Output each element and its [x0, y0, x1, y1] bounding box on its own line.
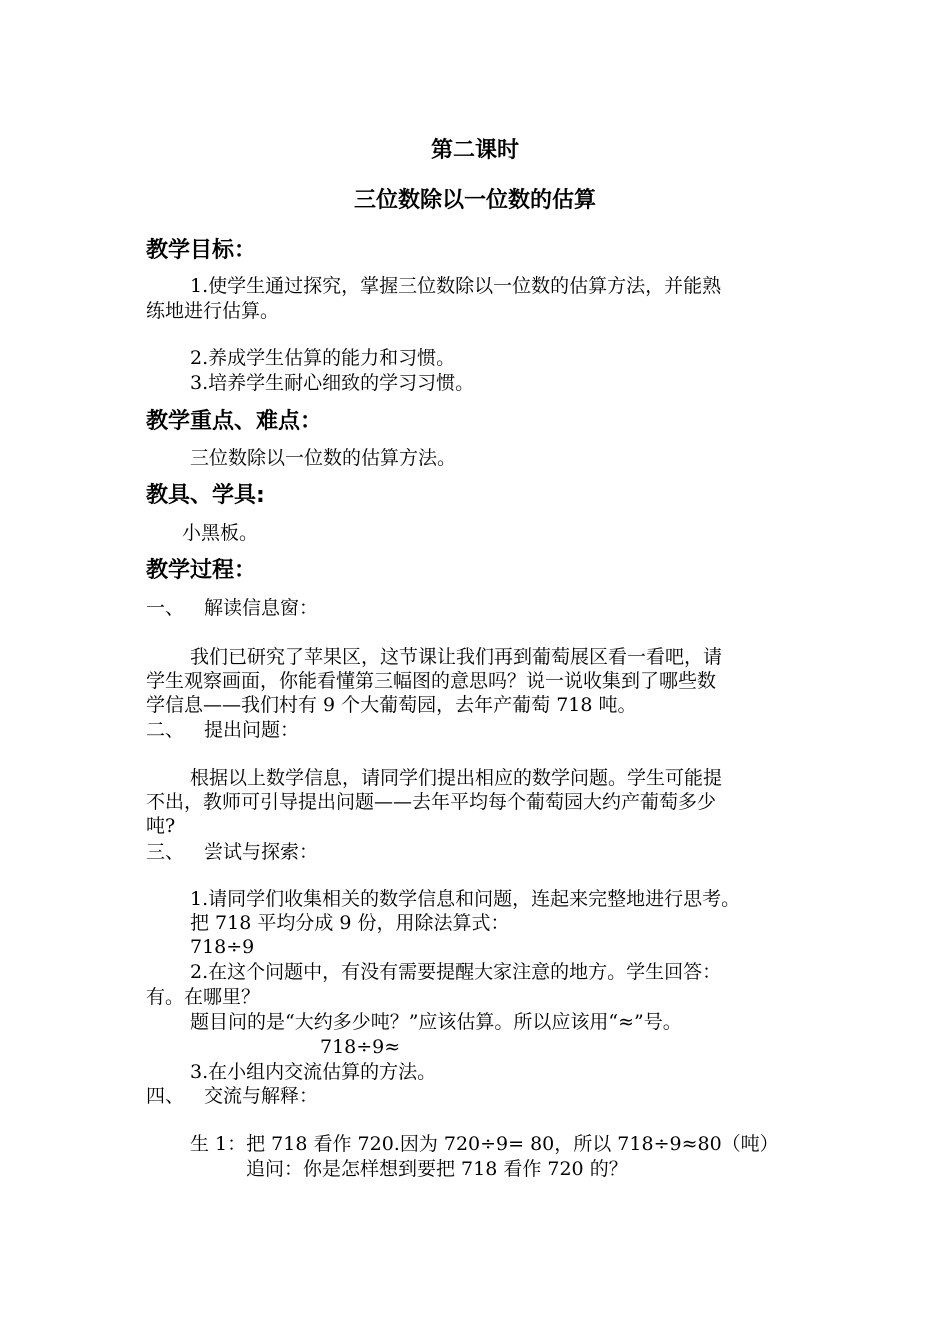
objective-1-line-2: 练地进行估算。 — [146, 300, 280, 322]
section-3-line-4: 2.在这个问题中，有没有需要提醒大家注意的地方。学生回答： — [190, 961, 722, 983]
section-3-line-6: 题目问的是“大约多少吨？”应该估算。所以应该用“≈”号。 — [190, 1011, 682, 1033]
section-4-line-2: 追问：你是怎样想到要把 718 看作 720 的？ — [246, 1158, 628, 1180]
section-4-title: 交流与解释： — [204, 1085, 319, 1107]
lesson-subtitle: 三位数除以一位数的估算 — [353, 187, 596, 213]
objective-2: 2.养成学生估算的能力和习惯。 — [190, 347, 456, 369]
key-points-text: 三位数除以一位数的估算方法。 — [190, 447, 457, 469]
section-3-heading — [146, 840, 318, 864]
section-1-line-1: 我们已研究了苹果区，这节课让我们再到葡萄展区看一看吧，请 — [190, 646, 723, 668]
section-3-line-7: 718÷9≈ — [320, 1036, 401, 1058]
section-1-title: 解读信息窗： — [204, 597, 319, 619]
section-3-line-3: 718÷9 — [190, 936, 255, 958]
lesson-title: 第二课时 — [430, 137, 519, 163]
section-2-heading — [146, 718, 299, 742]
section-3-line-5: 有。在哪里？ — [146, 986, 261, 1008]
tools-heading: 教具、学具: — [146, 483, 265, 508]
objective-1-line-1: 1.使学生通过探究，掌握三位数除以一位数的估算方法，并能熟 — [190, 275, 722, 297]
section-2-line-1: 根据以上数学信息，请同学们提出相应的数学问题。学生可能提 — [190, 767, 723, 789]
section-3-number: 三、 — [146, 841, 185, 863]
section-3-line-1: 1.请同学们收集相关的数学信息和问题，连起来完整地进行思考。 — [190, 888, 741, 910]
objectives-heading: 教学目标： — [146, 238, 257, 263]
section-1-line-3: 学信息——我们村有 9 个大葡萄园，去年产葡萄 718 吨。 — [146, 694, 637, 716]
section-2-number: 二、 — [146, 719, 185, 741]
tools-text: 小黑板。 — [182, 522, 259, 544]
section-1-line-2: 学生观察画面，你能看懂第三幅图的意思吗？说一说收集到了哪些数 — [146, 670, 717, 692]
section-4-heading — [146, 1084, 318, 1108]
process-heading: 教学过程： — [146, 558, 257, 583]
section-2-line-2: 不出，教师可引导提出问题——去年平均每个葡萄园大约产葡萄多少 — [146, 791, 717, 813]
section-4-number: 四、 — [146, 1085, 185, 1107]
section-3-title: 尝试与探索： — [204, 841, 319, 863]
section-3-line-2: 把 718 平均分成 9 份，用除法算式： — [190, 912, 510, 934]
section-2-title: 提出问题： — [204, 719, 300, 741]
objective-3: 3.培养学生耐心细致的学习习惯。 — [190, 372, 475, 394]
section-3-line-8: 3.在小组内交流估算的方法。 — [190, 1061, 437, 1083]
section-1-heading — [146, 596, 318, 620]
key-points-heading: 教学重点、难点： — [146, 409, 323, 434]
section-4-line-1: 生 1：把 718 看作 720.因为 720÷9= 80，所以 718÷9≈80（吨） — [190, 1133, 779, 1155]
section-2-line-3: 吨? — [146, 815, 176, 837]
section-1-number: 一、 — [146, 597, 185, 619]
